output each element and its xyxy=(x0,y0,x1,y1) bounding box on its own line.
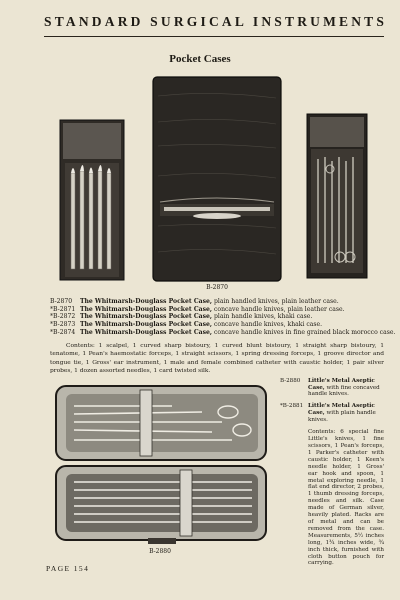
catalog-item: B-2870 The Whitmarsh-Douglass Pocket Case, plain handled knives, plain leather case. xyxy=(50,298,339,305)
right-column xyxy=(280,378,384,567)
center-case-illustration xyxy=(152,76,282,282)
header-rule xyxy=(44,36,384,37)
contents-lead: Contents: xyxy=(66,343,95,349)
section-title: Pocket Cases xyxy=(169,53,231,65)
catalog-item: *B-2873 The Whitmarsh-Douglass Pocket Case, concave handle knives, khaki case. xyxy=(50,321,323,329)
page-number: PAGE 154 xyxy=(46,564,90,573)
contents-paragraph xyxy=(50,342,384,375)
page-header-title: STANDARD SURGICAL INSTRUMENTS xyxy=(44,14,388,29)
metal-case-caption: B-2880 xyxy=(149,548,171,555)
right-entry: B-2880 Little's Metal Aseptic Case, with fine concaved handle knives. xyxy=(280,378,380,398)
catalog-item: *B-2874 The Whitmarsh-Douglass Pocket Case, concave handle knives in fine grained black morocco case. xyxy=(50,328,396,336)
contents-text: 1 scalpel, 1 curved sharp bistoury, 1 curved blunt bistoury, 1 straight sharp bistoury, 1 tenatome, 1 Pean's haemostatic forceps, 1 straight scissors, 1 spring dressing forceps, 1 groove director and tongue tie, 1 Gross' ear instrument, 1 male and female combined catheter with caustic holder, 1 pair silver probes, 1 dozen assorted needles, 1 card twisted silk. xyxy=(50,343,385,374)
catalog-list xyxy=(50,298,396,337)
left-case-illustration xyxy=(59,119,125,281)
center-case-caption: B-2870 xyxy=(206,284,228,291)
right-case-illustration xyxy=(306,113,368,279)
right-contents: Contents: 6 special fine Little's knives, 1 fine scissors, 1 Pean's forceps, 1 Parker's catheter with caustic holder, 1 Keen's needle holder, 1 Gross' ear hook and spoon, 1 metal exploring needle, 1 flat end director, 2 probes, 1 thumb dressing forceps, needles and silk. Case made of German silver, heavily plated. Racks are of metal and can be removed from the case. Measurements, 5½ inches long, 1¾ inches wide, ¾ inch thick, furnished with cloth button pouch for carrying. xyxy=(308,429,384,567)
metal-case-illustration xyxy=(52,384,272,546)
catalog-item: *B-2871 The Whitmarsh-Douglass Pocket Case, concave handle knives, plain leather case. xyxy=(50,305,345,313)
right-entry: *B-2881 Little's Metal Aseptic Case, with plain handle knives. xyxy=(280,403,376,423)
catalog-item: *B-2872 The Whitmarsh-Douglass Pocket Case, plain handle knives, khaki case. xyxy=(50,313,313,321)
